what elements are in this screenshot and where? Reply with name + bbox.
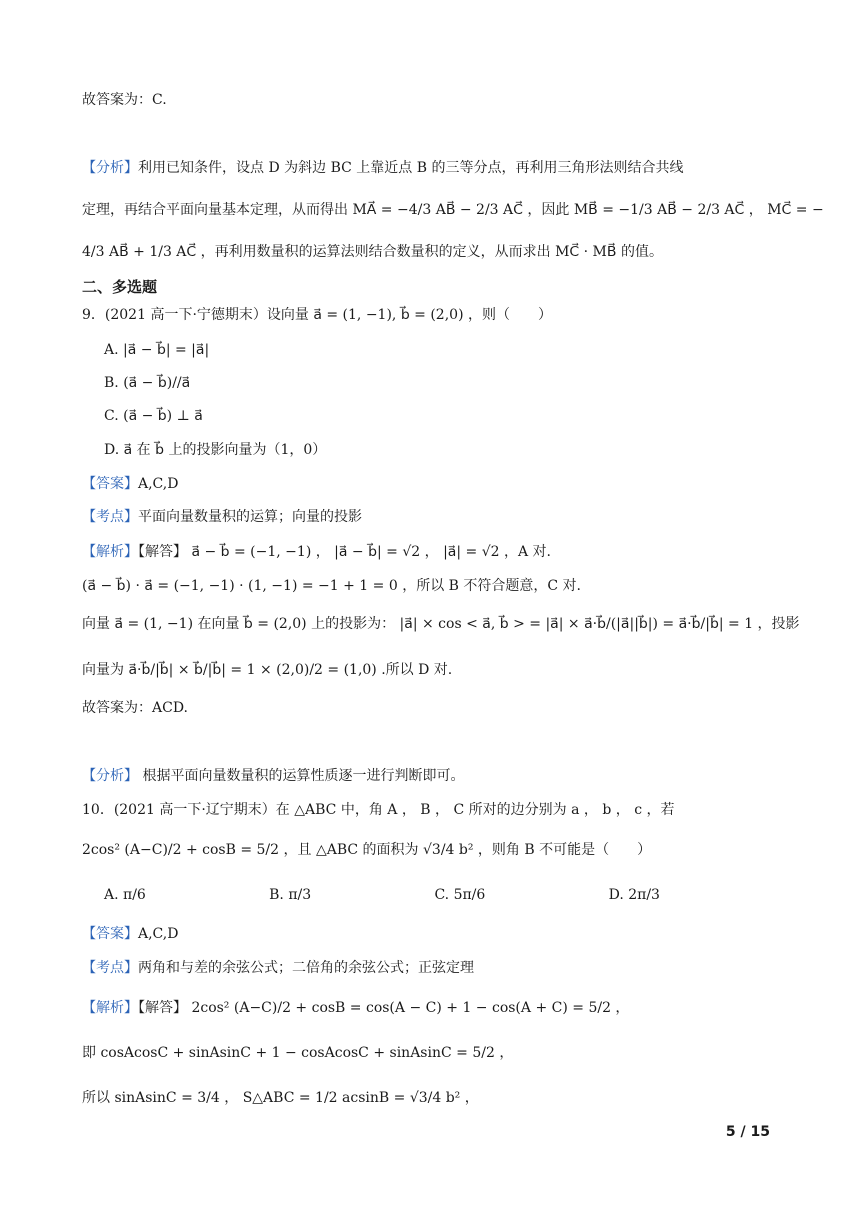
analysis-tag: 【分析】 xyxy=(82,768,138,784)
q9-solution-line2: (a⃗ − b⃗) · a⃗ = (−1, −1) · (1, −1) = −1 + 1 = 0 ，所以 B 不符合题意，C 对. xyxy=(82,578,581,594)
q9-analysis xyxy=(82,766,778,786)
answer-tag: 【答案】 xyxy=(82,476,138,492)
q10-options xyxy=(104,885,660,905)
section-title: 二、多选题 xyxy=(82,278,158,296)
q9-point-value: 平面向量数量积的运算；向量的投影 xyxy=(138,509,362,525)
q9-stem: 9．(2021 高一下·宁德期末）设向量 a⃗ = (1, −1), b⃗ = (2,0) ，则（ ） xyxy=(82,307,552,323)
answer-tag: 【答案】 xyxy=(82,926,138,942)
q9-analysis-text: 根据平面向量数量积的运算性质逐一进行判断即可。 xyxy=(142,768,465,784)
q9-option-a: A. |a⃗ − b⃗| = |a⃗| xyxy=(104,342,210,358)
analysis-8-text1: 利用已知条件，设点 D 为斜边 BC 上靠近点 B 的三等分点，再利用三角形法则结合共线 xyxy=(138,160,684,176)
q10-option-d: D. 2π/3 xyxy=(608,887,660,903)
q9-solution-line5: 故答案为：ACD. xyxy=(82,700,188,716)
q9-option-d: D. a⃗ 在 b⃗ 上的投影向量为（1，0） xyxy=(104,442,327,458)
q9-solution-line1 xyxy=(82,542,778,562)
analysis-8-line3: 4/3 AB⃗ + 1/3 AC⃗ ，再利用数量积的运算法则结合数量积的定义，从而求出 MC⃗ · MB⃗ 的值。 xyxy=(82,244,663,260)
q9-answer-value: A,C,D xyxy=(138,476,179,492)
solution-tag: 【解析】 xyxy=(82,544,138,560)
point-tag: 【考点】 xyxy=(82,960,138,976)
q9-solution-line3: 向量 a⃗ = (1, −1) 在向量 b⃗ = (2,0) 上的投影为： |a⃗| × cos < a⃗, b⃗ > = |a⃗| × a⃗·b⃗/(|a⃗||b⃗|) = a⃗·b⃗/|b⃗| = 1 ，投影 xyxy=(82,616,800,632)
page-number: 5 / 15 xyxy=(725,1124,770,1140)
analysis-tag: 【分析】 xyxy=(82,160,138,176)
q9-option-b: B. (a⃗ − b⃗)//a⃗ xyxy=(104,375,191,391)
q10-stem-line2: 2cos² (A−C)/2 + cosB = 5/2 ，且 △ABC 的面积为 √3/4 b² ，则角 B 不可能是（ ） xyxy=(82,842,652,858)
solution-tag: 【解析】 xyxy=(82,1000,138,1016)
q9-point xyxy=(82,507,778,527)
q10-option-a: A. π/6 xyxy=(104,887,146,903)
q10-solution-text1: 【解答】 2cos² (A−C)/2 + cosB = cos(A − C) + 1 − cos(A + C) = 5/2 ， xyxy=(138,1000,630,1016)
q10-answer xyxy=(82,924,778,944)
q10-answer-value: A,C,D xyxy=(138,926,179,942)
q10-solution-line1 xyxy=(82,998,778,1018)
prev-conclusion: 故答案为：C. xyxy=(82,92,167,108)
q10-option-b: B. π/3 xyxy=(269,887,312,903)
q9-solution-text1: 【解答】 a⃗ − b⃗ = (−1, −1) ， |a⃗ − b⃗| = √2 ， |a⃗| = √2 ，A 对. xyxy=(138,544,551,560)
q10-point-value: 两角和与差的余弦公式；二倍角的余弦公式；正弦定理 xyxy=(138,960,474,976)
q10-point xyxy=(82,958,778,978)
q10-option-c: C. 5π/6 xyxy=(434,887,486,903)
q9-answer xyxy=(82,474,778,494)
analysis-8-line1 xyxy=(82,158,778,178)
analysis-8-line2: 定理，再结合平面向量基本定理，从而得出 MA⃗ = −4/3 AB⃗ − 2/3 AC⃗ ，因此 MB⃗ = −1/3 AB⃗ − 2/3 AC⃗ ， MC⃗ = − xyxy=(82,202,824,218)
point-tag: 【考点】 xyxy=(82,509,138,525)
q9-option-c: C. (a⃗ − b⃗) ⊥ a⃗ xyxy=(104,408,203,424)
q10-stem-line1: 10．(2021 高一下·辽宁期末）在 △ABC 中，角 A ， B ， C 所对的边分别为 a ， b ， c ，若 xyxy=(82,802,675,818)
q10-solution-line3: 所以 sinAsinC = 3/4 ， S△ABC = 1/2 acsinB = √3/4 b² ， xyxy=(82,1090,479,1106)
q9-solution-line4: 向量为 a⃗·b⃗/|b⃗| × b⃗/|b⃗| = 1 × (2,0)/2 = (1,0) .所以 D 对. xyxy=(82,662,453,678)
q10-solution-line2: 即 cosAcosC + sinAsinC + 1 − cosAcosC + sinAsinC = 5/2 ， xyxy=(82,1045,514,1061)
